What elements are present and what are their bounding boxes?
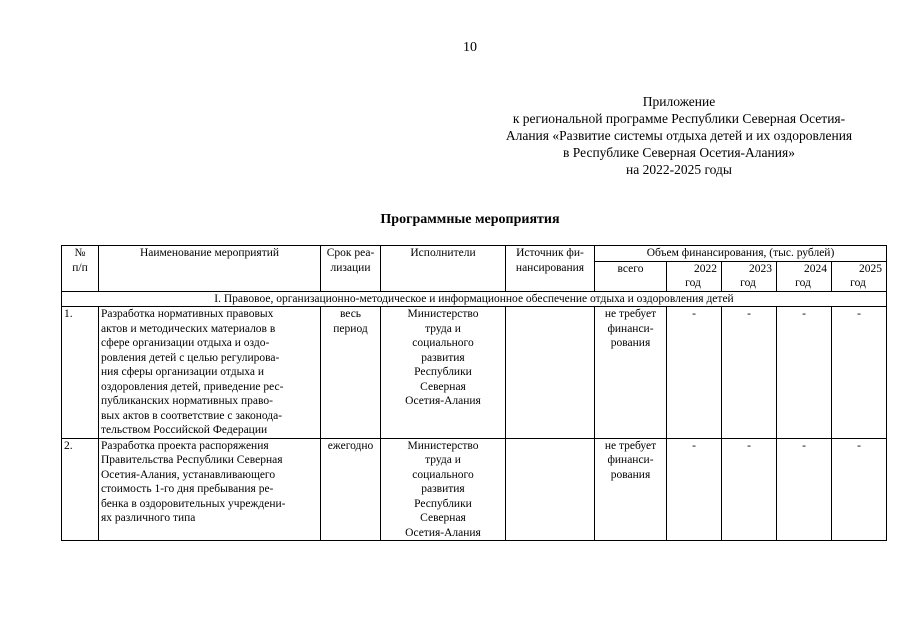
funding-year-value: - bbox=[832, 438, 887, 541]
funding-total bbox=[595, 438, 667, 541]
appendix-line: Приложение bbox=[642, 94, 716, 109]
executor-line: Республики bbox=[414, 497, 472, 510]
col-header-year bbox=[777, 261, 832, 291]
header-text: лизации bbox=[330, 261, 371, 274]
executor bbox=[381, 438, 506, 541]
document-title: Программные мероприятия bbox=[380, 212, 560, 227]
appendix-header bbox=[470, 93, 888, 178]
program-measures-table bbox=[61, 245, 887, 541]
col-header-year bbox=[722, 261, 777, 291]
year-number: 2024 bbox=[804, 262, 827, 275]
term bbox=[321, 307, 381, 439]
term-line: период bbox=[333, 322, 368, 335]
funding-total-line: рования bbox=[610, 468, 651, 481]
executor bbox=[381, 307, 506, 439]
header-text: Срок реа- bbox=[326, 247, 375, 259]
table-row bbox=[62, 307, 887, 439]
year-number: 2025 bbox=[859, 262, 882, 275]
col-header-term bbox=[321, 246, 381, 292]
year-word: год bbox=[850, 277, 866, 289]
col-header-total: всего bbox=[595, 261, 667, 291]
appendix-line: на 2022-2025 годы bbox=[626, 162, 732, 177]
section-title: I. Правовое, организационно-методическое и информационное обеспечение отдыха и оздоровления детей bbox=[62, 291, 887, 307]
col-header-source bbox=[506, 246, 595, 292]
measure-name-line: публиканских нормативных право- bbox=[101, 395, 273, 407]
header-text: п/п bbox=[72, 261, 88, 274]
header-text: нансирования bbox=[515, 261, 585, 274]
row-number: 1. bbox=[62, 307, 99, 439]
appendix-line: к региональной программе Республики Северная Осетия- bbox=[512, 111, 846, 126]
term-line: весь bbox=[339, 308, 362, 320]
executor-line: Министерство bbox=[407, 308, 479, 320]
funding-year-value: - bbox=[722, 438, 777, 541]
funding-total bbox=[595, 307, 667, 439]
row-number: 2. bbox=[62, 438, 99, 541]
executor-line: Северная bbox=[420, 512, 466, 524]
funding-year-value: - bbox=[722, 307, 777, 439]
measure-name-line: ния сферы организации отдыха и bbox=[101, 366, 265, 378]
executor-line: развития bbox=[421, 351, 465, 364]
measure-name-line: оздоровления детей, приведение рес- bbox=[101, 380, 284, 393]
header-row bbox=[62, 246, 887, 262]
executor-line: труда и bbox=[425, 322, 461, 335]
year-number: 2023 bbox=[749, 262, 772, 275]
funding-total-line: не требует bbox=[604, 439, 657, 452]
measure-name-line: стоимость 1-го дня пребывания ре- bbox=[101, 483, 274, 495]
measure-name-line: вых актов в соответствие с законода- bbox=[101, 409, 283, 422]
table-row bbox=[62, 438, 887, 541]
measure-name-line: тельством Российской Федерации bbox=[101, 424, 268, 436]
appendix-line: Алания «Развитие системы отдыха детей и их оздоровления bbox=[505, 128, 853, 143]
executor-line: социального bbox=[412, 468, 474, 481]
page-number: 10 bbox=[463, 40, 477, 55]
measure-name-line: сфере организации отдыха и оздо- bbox=[101, 337, 270, 349]
funding-year-value: - bbox=[777, 307, 832, 439]
measure-name-line: Разработка проекта распоряжения bbox=[101, 439, 269, 452]
col-header-executors: Исполнители bbox=[381, 246, 506, 292]
term-line: ежегодно bbox=[327, 439, 374, 452]
executor-line: Республики bbox=[414, 366, 472, 378]
year-word: год bbox=[685, 277, 701, 289]
section-row bbox=[62, 291, 887, 307]
executor-line: Осетия-Алания bbox=[405, 395, 481, 407]
year-word: год bbox=[795, 277, 811, 289]
measure-name-line: Правительства Республики Северная bbox=[101, 454, 283, 466]
measure-name-line: Осетия-Алания, устанавливающего bbox=[101, 468, 276, 481]
funding-year-value: - bbox=[832, 307, 887, 439]
year-word: год bbox=[740, 277, 756, 289]
col-header-num bbox=[62, 246, 99, 292]
measure-name-line: актов и методических материалов в bbox=[101, 322, 276, 335]
executor-line: развития bbox=[421, 483, 465, 495]
funding-year-value: - bbox=[667, 438, 722, 541]
measure-name-line: ровления детей с целью регулирова- bbox=[101, 351, 280, 364]
col-header-funding: Объем финансирования, (тыс. рублей) bbox=[595, 246, 887, 262]
measure-name-line: бенка в оздоровительных учреждени- bbox=[101, 497, 286, 510]
funding-source bbox=[506, 438, 595, 541]
header-text: Источник фи- bbox=[516, 247, 584, 259]
funding-total-line: финанси- bbox=[607, 322, 654, 335]
appendix-line: в Республике Северная Осетия-Алания» bbox=[563, 145, 795, 160]
col-header-name: Наименование мероприятий bbox=[99, 246, 321, 292]
executor-line: Осетия-Алания bbox=[405, 526, 481, 539]
header-text: № bbox=[74, 247, 86, 259]
funding-total-line: финанси- bbox=[607, 454, 654, 466]
executor-line: социального bbox=[412, 337, 474, 349]
year-number: 2022 bbox=[694, 262, 717, 275]
measure-name-line: Разработка нормативных правовых bbox=[101, 308, 274, 320]
funding-year-value: - bbox=[777, 438, 832, 541]
measure-name bbox=[99, 307, 321, 439]
executor-line: Северная bbox=[420, 380, 466, 393]
funding-total-line: рования bbox=[610, 337, 651, 349]
measure-name bbox=[99, 438, 321, 541]
executor-line: труда и bbox=[425, 454, 461, 466]
funding-source bbox=[506, 307, 595, 439]
term bbox=[321, 438, 381, 541]
funding-total-line: не требует bbox=[604, 308, 657, 320]
measure-name-line: ях различного типа bbox=[101, 512, 196, 524]
funding-year-value: - bbox=[667, 307, 722, 439]
col-header-year bbox=[667, 261, 722, 291]
executor-line: Министерство bbox=[407, 439, 479, 452]
col-header-year bbox=[832, 261, 887, 291]
